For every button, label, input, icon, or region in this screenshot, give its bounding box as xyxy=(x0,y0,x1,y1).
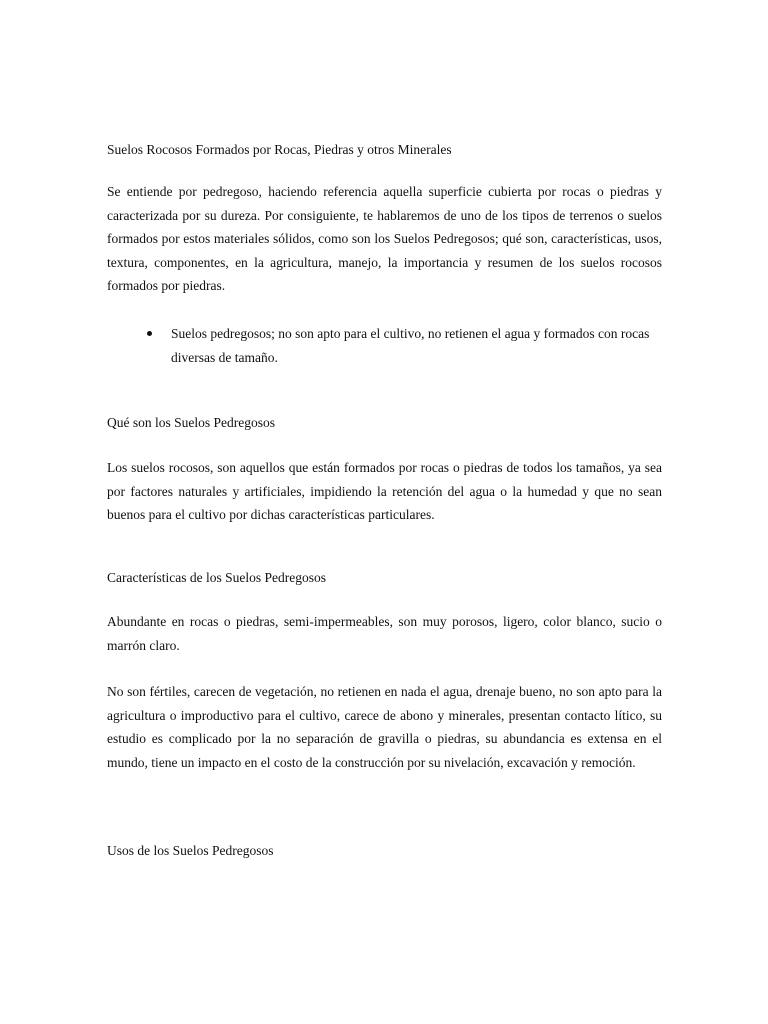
section-paragraph-block xyxy=(107,610,662,657)
document-title-block xyxy=(107,138,662,162)
intro-block xyxy=(107,180,662,298)
document-title: Suelos Rocosos Formados por Rocas, Piedras y otros Minerales xyxy=(107,142,452,157)
intro-paragraph: Se entiende por pedregoso, haciendo referencia aquella superficie cubierta por rocas o piedras y caracterizada por su dureza. Por consiguiente, te hablaremos de uno de los tipos de terrenos o suelos formados por estos materiales sólidos, como son los Suelos Pedregosos; qué son, características, usos, textura, componentes, en la agricultura, manejo, la importancia y resumen de los suelos rocosos formados por piedras. xyxy=(107,184,662,294)
bullet-icon xyxy=(147,331,152,336)
section-heading-caracteristicas: Características de los Suelos Pedregosos xyxy=(107,570,326,585)
section-heading-block xyxy=(107,411,662,435)
section-heading-block xyxy=(107,839,662,863)
bullet-list xyxy=(145,322,665,369)
list-item xyxy=(145,322,665,369)
section-paragraph-block xyxy=(107,456,662,527)
section-paragraph-que-son: Los suelos rocosos, son aquellos que están formados por rocas o piedras de todos los tamaños, ya sea por factores naturales y artificiales, impidiendo la retención del agua o la humedad y que no sean buenos para el cultivo por dichas características particulares. xyxy=(107,460,662,523)
section-heading-usos: Usos de los Suelos Pedregosos xyxy=(107,843,274,858)
section-heading-que-son: Qué son los Suelos Pedregosos xyxy=(107,415,275,430)
section-paragraph-block xyxy=(107,680,662,774)
section-paragraph-caracteristicas-1: Abundante en rocas o piedras, semi-impermeables, son muy porosos, ligero, color blanco, sucio o marrón claro. xyxy=(107,614,662,653)
bullet-text: Suelos pedregosos; no son apto para el cultivo, no retienen el agua y formados con rocas diversas de tamaño. xyxy=(171,326,650,365)
section-paragraph-caracteristicas-2: No son fértiles, carecen de vegetación, no retienen en nada el agua, drenaje bueno, no son apto para la agricultura o improductivo para el cultivo, carece de abono y minerales, presentan contacto lítico, su estudio es complicado por la no separación de gravilla o piedras, su abundancia es extensa en el mundo, tiene un impacto en el costo de la construcción por su nivelación, excavación y remoción. xyxy=(107,684,662,770)
section-heading-block xyxy=(107,566,662,590)
